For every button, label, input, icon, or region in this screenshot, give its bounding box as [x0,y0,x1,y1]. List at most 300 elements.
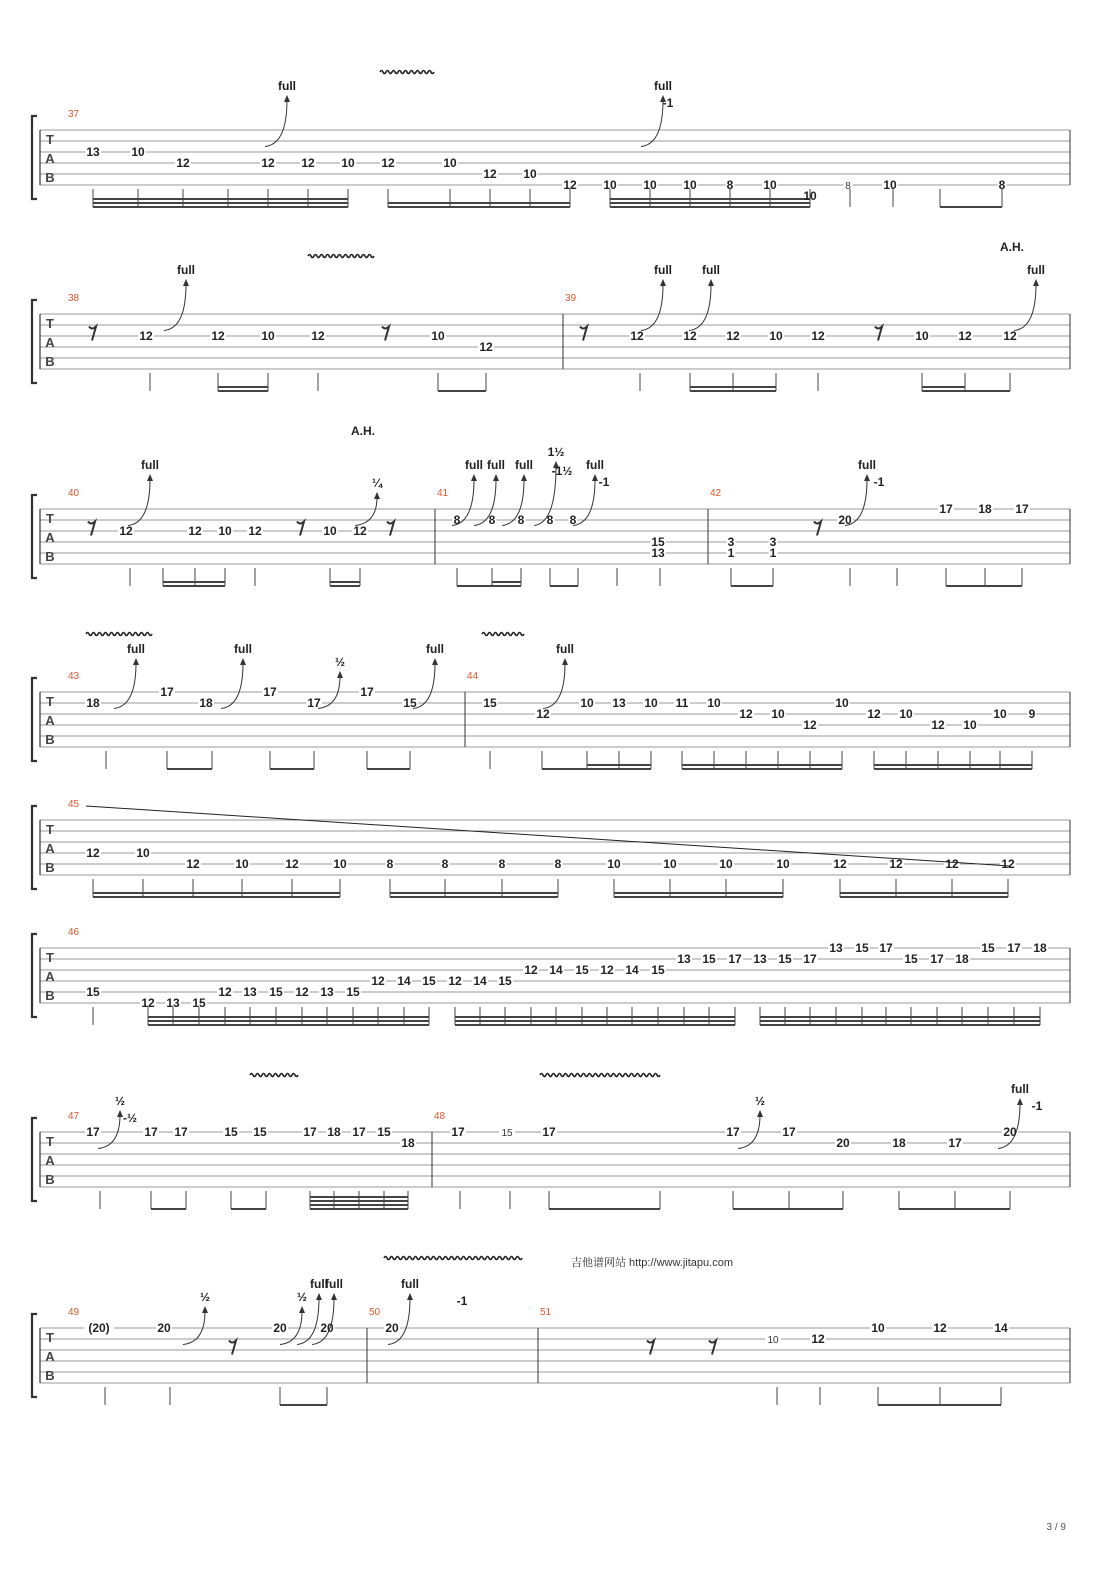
bend-arrowhead [407,1293,413,1300]
bend-annotation: ½ [296,1290,308,1304]
system-bracket [32,1118,37,1201]
fret-number: 10 [899,707,913,721]
bend-arrowhead [299,1306,305,1313]
vibrato-mark [482,633,524,636]
fret-number: 17 [144,1125,158,1139]
fret-number: 13 [753,952,767,966]
bend-arrowhead [147,474,153,481]
fret-number: 8 [488,513,496,527]
fret-number: 18 [327,1125,341,1139]
measure-number: 43 [68,671,80,682]
bend-annotation: ½ [334,655,346,669]
fret-number: 10 [719,857,733,871]
fret-number: 12 [563,178,577,192]
fret-number: 15 [501,1128,513,1139]
fret-number: 12 [86,846,100,860]
fret-number: 15 [403,696,417,710]
fret-number: 13 [166,996,180,1010]
bend-arrowhead [1033,279,1039,286]
bend-arrowhead [471,474,477,481]
fret-number: 10 [341,156,355,170]
fret-number: 15 [377,1125,391,1139]
bend-annotation: full [325,1277,343,1291]
bend-annotation: full [654,263,672,277]
fret-number: 10 [767,1335,779,1346]
vibrato-mark [380,71,434,74]
fret-number: 12 [483,167,497,181]
bend-annotation: full [654,79,672,93]
fret-number: 12 [448,974,462,988]
fret-number: 17 [930,952,944,966]
fret-number: 17 [879,941,893,955]
tab-clef-letter: T [46,694,54,709]
fret-number: 8 [386,857,394,871]
fret-number: 14 [473,974,487,988]
fret-number: 10 [769,329,783,343]
bend-annotation: full [1011,1082,1029,1096]
bend-arrow [221,663,243,709]
tab-clef-letter: A [45,1153,55,1168]
fret-number: 17 [728,952,742,966]
bend-arrowhead [183,279,189,286]
fret-number: 12 [803,718,817,732]
fret-number: 20 [1003,1125,1017,1139]
fret-number: 12 [295,985,309,999]
fret-number: 10 [771,707,785,721]
system-bracket [32,300,37,383]
fret-number: 11 [675,696,689,710]
fret-number: 12 [958,329,972,343]
measure-number: 45 [68,799,80,810]
bend-annotation: full [426,642,444,656]
fret-number: 20 [157,1321,171,1335]
fret-number: 12 [889,857,903,871]
bend-arrowhead [493,474,499,481]
bend-annotation: full [858,458,876,472]
fret-number: 12 [141,996,155,1010]
tab-clef-letter: A [45,335,55,350]
fret-number: 10 [707,696,721,710]
fret-number: (20) [88,1321,110,1335]
fret-number: 10 [431,329,445,343]
bend-arrowhead [562,658,568,665]
tab-clef-letter: B [45,988,55,1003]
rest-symbol [709,1341,716,1355]
measure-number: 47 [68,1111,80,1122]
tab-clef-letter: T [46,1330,54,1345]
fret-number: 10 [607,857,621,871]
fret-number: 12 [188,524,202,538]
fret-number: 18 [978,502,992,516]
fret-number: 10 [663,857,677,871]
fret-number: 18 [892,1136,906,1150]
fret-number: 18 [955,952,969,966]
fret-number: 17 [303,1125,317,1139]
fret-number: 12 [811,329,825,343]
fret-number: 9 [1028,707,1036,721]
measure-number: 42 [710,488,722,499]
bend-arrowhead [133,658,139,665]
rest-symbol [387,522,394,536]
system-bracket [32,495,37,578]
fret-number: 15 [651,535,665,549]
fret-number: 17 [352,1125,366,1139]
bend-annotation: full [515,458,533,472]
tab-clef-letter: A [45,1349,55,1364]
fret-number: 3 [727,535,735,549]
staff-system [32,806,1070,889]
measure-number: 37 [68,109,80,120]
fret-number: 17 [726,1125,740,1139]
bend-annotation: full [127,642,145,656]
fret-number: 12 [833,857,847,871]
fret-number: 10 [683,178,697,192]
fret-number: 15 [778,952,792,966]
fret-number: 10 [443,156,457,170]
bend-arrowhead [521,474,527,481]
fret-number: 12 [630,329,644,343]
fret-number: 12 [176,156,190,170]
fret-number: 12 [726,329,740,343]
watermark: 吉他谱网站 http://www.jitapu.com [571,1257,733,1269]
bend-annotation: full [465,458,483,472]
fret-number: 10 [603,178,617,192]
rest-symbol [580,327,587,341]
fret-number: 12 [218,985,232,999]
bend-annotation: A.H. [351,424,375,438]
bend-annotation: -1 [598,475,610,489]
fret-number: 12 [811,1332,825,1346]
vibrato-mark [384,1257,522,1260]
bend-arrow [265,100,287,147]
bend-annotation: full [556,642,574,656]
fret-number: 15 [253,1125,267,1139]
fret-number: 8 [998,178,1006,192]
fret-number: 18 [86,696,100,710]
fret-number: 12 [353,524,367,538]
bend-annotation: ½ [114,1094,126,1108]
bend-arrowhead [432,658,438,665]
fret-number: 13 [651,546,665,560]
bend-arrow [641,284,663,331]
fret-number: 13 [829,941,843,955]
fret-number: 17 [948,1136,962,1150]
tab-clef-letter: A [45,713,55,728]
fret-number: 8 [517,513,525,527]
fret-number: 10 [218,524,232,538]
fret-number: 15 [224,1125,238,1139]
bend-annotation: full [702,263,720,277]
bend-arrowhead [240,658,246,665]
system-bracket [32,934,37,1017]
tab-clef-letter: A [45,151,55,166]
fret-number: 12 [683,329,697,343]
tab-clef-letter: A [45,530,55,545]
system-bracket [32,678,37,761]
fret-number: 15 [651,963,665,977]
fret-number: 12 [285,857,299,871]
rest-symbol [297,522,304,536]
fret-number: 10 [963,718,977,732]
bend-annotation: ½ [754,1094,766,1108]
fret-number: 14 [549,963,563,977]
fret-number: 12 [139,329,153,343]
fret-number: 8 [845,181,851,192]
fret-number: 10 [323,524,337,538]
fret-number: 12 [301,156,315,170]
fret-number: 13 [612,696,626,710]
rest-symbol [382,327,389,341]
fret-number: 10 [644,696,658,710]
fret-number: 17 [1015,502,1029,516]
fret-number: 17 [263,685,277,699]
system-bracket [32,116,37,199]
fret-number: 3 [769,535,777,549]
tab-clef-letter: T [46,822,54,837]
tab-clef-letter: T [46,950,54,965]
fret-number: 12 [371,974,385,988]
fret-number: 13 [243,985,257,999]
rest-symbol [814,522,821,536]
bend-annotation: full [1027,263,1045,277]
vibrato-mark [540,1074,660,1077]
fret-number: 15 [346,985,360,999]
measure-number: 40 [68,488,80,499]
fret-number: 10 [136,846,150,860]
system-bracket [32,1314,37,1397]
fret-number: 15 [422,974,436,988]
fret-number: 15 [192,996,206,1010]
fret-number: 17 [86,1125,100,1139]
vibrato-mark [308,255,374,258]
fret-number: 17 [1007,941,1021,955]
fret-number: 1 [727,546,735,560]
fret-number: 10 [261,329,275,343]
fret-number: 12 [739,707,753,721]
fret-number: 12 [867,707,881,721]
fret-number: 10 [643,178,657,192]
fret-number: 12 [931,718,945,732]
fret-number: 14 [397,974,411,988]
bend-arrowhead [864,474,870,481]
fret-number: 20 [273,1321,287,1335]
fret-number: 17 [451,1125,465,1139]
fret-number: 8 [441,857,449,871]
staff-system [32,1314,1070,1397]
bend-arrow [297,1298,319,1345]
fret-number: 12 [311,329,325,343]
fret-number: 17 [174,1125,188,1139]
fret-number: 17 [160,685,174,699]
fret-number: 12 [524,963,538,977]
fret-number: 12 [119,524,133,538]
bend-arrowhead [284,95,290,102]
bend-annotation: full [234,642,252,656]
slide-line [86,806,1010,866]
fret-number: 12 [1003,329,1017,343]
tab-clef-letter: B [45,354,55,369]
bend-arrow [689,284,711,331]
fret-number: 12 [479,340,493,354]
bend-arrow [164,284,186,331]
bend-annotation: -1½ [551,464,573,478]
bend-arrowhead [1017,1098,1023,1105]
tab-clef-letter: B [45,732,55,747]
bend-annotation: full [141,458,159,472]
tab-clef-letter: T [46,316,54,331]
fret-number: 15 [904,952,918,966]
bend-annotation: full [310,1277,328,1291]
bend-annotation: full [586,458,604,472]
fret-number: 12 [381,156,395,170]
fret-number: 15 [498,974,512,988]
fret-number: 12 [248,524,262,538]
bend-arrow [543,663,565,709]
fret-number: 10 [131,145,145,159]
bend-annotation: -1 [662,96,674,110]
rest-symbol [647,1341,654,1355]
tab-clef-letter: B [45,549,55,564]
fret-number: 20 [838,513,852,527]
bend-arrow [641,100,663,147]
vibrato-mark [250,1074,298,1077]
rest-symbol [89,327,96,341]
fret-number: 8 [726,178,734,192]
fret-number: 17 [939,502,953,516]
bend-arrowhead [757,1110,763,1117]
fret-number: 13 [320,985,334,999]
fret-number: 20 [320,1321,334,1335]
measure-number: 50 [369,1307,381,1318]
bend-annotation: -1 [1031,1099,1043,1113]
bend-annotation: 1½ [547,445,565,459]
fret-number: 10 [871,1321,885,1335]
bend-annotation: full [177,263,195,277]
stems-beams-layer [84,71,1048,1406]
bend-arrow [1014,284,1036,331]
fret-number: 15 [575,963,589,977]
fret-number: 10 [915,329,929,343]
bend-annotation: -½ [122,1111,138,1125]
fret-number: 12 [261,156,275,170]
fret-number: 14 [994,1321,1008,1335]
tab-clef-letter: T [46,132,54,147]
fret-number: 17 [782,1125,796,1139]
page-number: 3 / 9 [1046,1522,1066,1533]
fret-number: 15 [86,985,100,999]
fret-number: 10 [883,178,897,192]
fret-number: 12 [536,707,550,721]
fret-number: 12 [186,857,200,871]
measure-number: 38 [68,293,80,304]
fret-number: 8 [546,513,554,527]
fret-number: 13 [86,145,100,159]
fret-number: 17 [803,952,817,966]
fret-number: 1 [769,546,777,560]
bend-arrowhead [337,671,343,678]
fret-number: 12 [933,1321,947,1335]
fret-number: 15 [855,941,869,955]
tab-clef-letter: B [45,1368,55,1383]
tab-clef-letter: B [45,1172,55,1187]
bend-arrow [355,497,377,526]
fret-number: 17 [307,696,321,710]
tab-clef-letter: B [45,170,55,185]
fret-number: 13 [677,952,691,966]
fret-number: 17 [360,685,374,699]
fret-number: 18 [199,696,213,710]
measure-number: 44 [467,671,479,682]
fret-number: 17 [542,1125,556,1139]
bend-annotation: -1 [456,1294,468,1308]
tab-clef-letter: T [46,1134,54,1149]
fret-number: 15 [981,941,995,955]
fret-number: 10 [803,189,817,203]
fret-number: 10 [763,178,777,192]
vibrato-mark [86,633,152,636]
fret-number: 18 [1033,941,1047,955]
tab-clef-letter: T [46,511,54,526]
bend-arrowhead [592,474,598,481]
fret-number: 12 [1001,857,1015,871]
fret-number: 10 [835,696,849,710]
bend-arrowhead [374,492,380,499]
bend-arrowhead [316,1293,322,1300]
system-bracket [32,806,37,889]
bend-annotation: full [278,79,296,93]
bend-annotation: full [401,1277,419,1291]
fret-number: 12 [600,963,614,977]
bend-arrowhead [331,1293,337,1300]
fret-number: 12 [945,857,959,871]
bend-annotation: ½ [199,1290,211,1304]
bend-arrow [128,479,150,526]
fret-number: 12 [211,329,225,343]
fret-number: 20 [385,1321,399,1335]
measure-number: 41 [437,488,449,499]
tab-clef-letter: A [45,969,55,984]
fret-number: 10 [776,857,790,871]
fret-number: 10 [235,857,249,871]
rest-symbol [875,327,882,341]
bend-arrowhead [660,279,666,286]
bend-arrowhead [202,1306,208,1313]
rest-symbol [229,1341,236,1355]
rest-symbol [88,522,95,536]
fret-number: 10 [523,167,537,181]
notation-text-layer [68,79,1047,1346]
fret-number: 10 [333,857,347,871]
measure-number: 46 [68,927,80,938]
fret-number: 8 [498,857,506,871]
measure-number: 49 [68,1307,80,1318]
measure-number: 51 [540,1307,552,1318]
fret-number: 8 [453,513,461,527]
measure-number: 48 [434,1111,446,1122]
fret-number: 15 [702,952,716,966]
fret-number: 10 [580,696,594,710]
fret-number: 15 [483,696,497,710]
tab-clef-letter: A [45,841,55,856]
fret-number: 8 [569,513,577,527]
bend-annotation: A.H. [1000,240,1024,254]
fret-number: 15 [269,985,283,999]
measure-number: 39 [565,293,577,304]
bend-annotation: full [487,458,505,472]
fret-number: 10 [993,707,1007,721]
fret-number: 14 [625,963,639,977]
bend-arrow [114,663,136,709]
